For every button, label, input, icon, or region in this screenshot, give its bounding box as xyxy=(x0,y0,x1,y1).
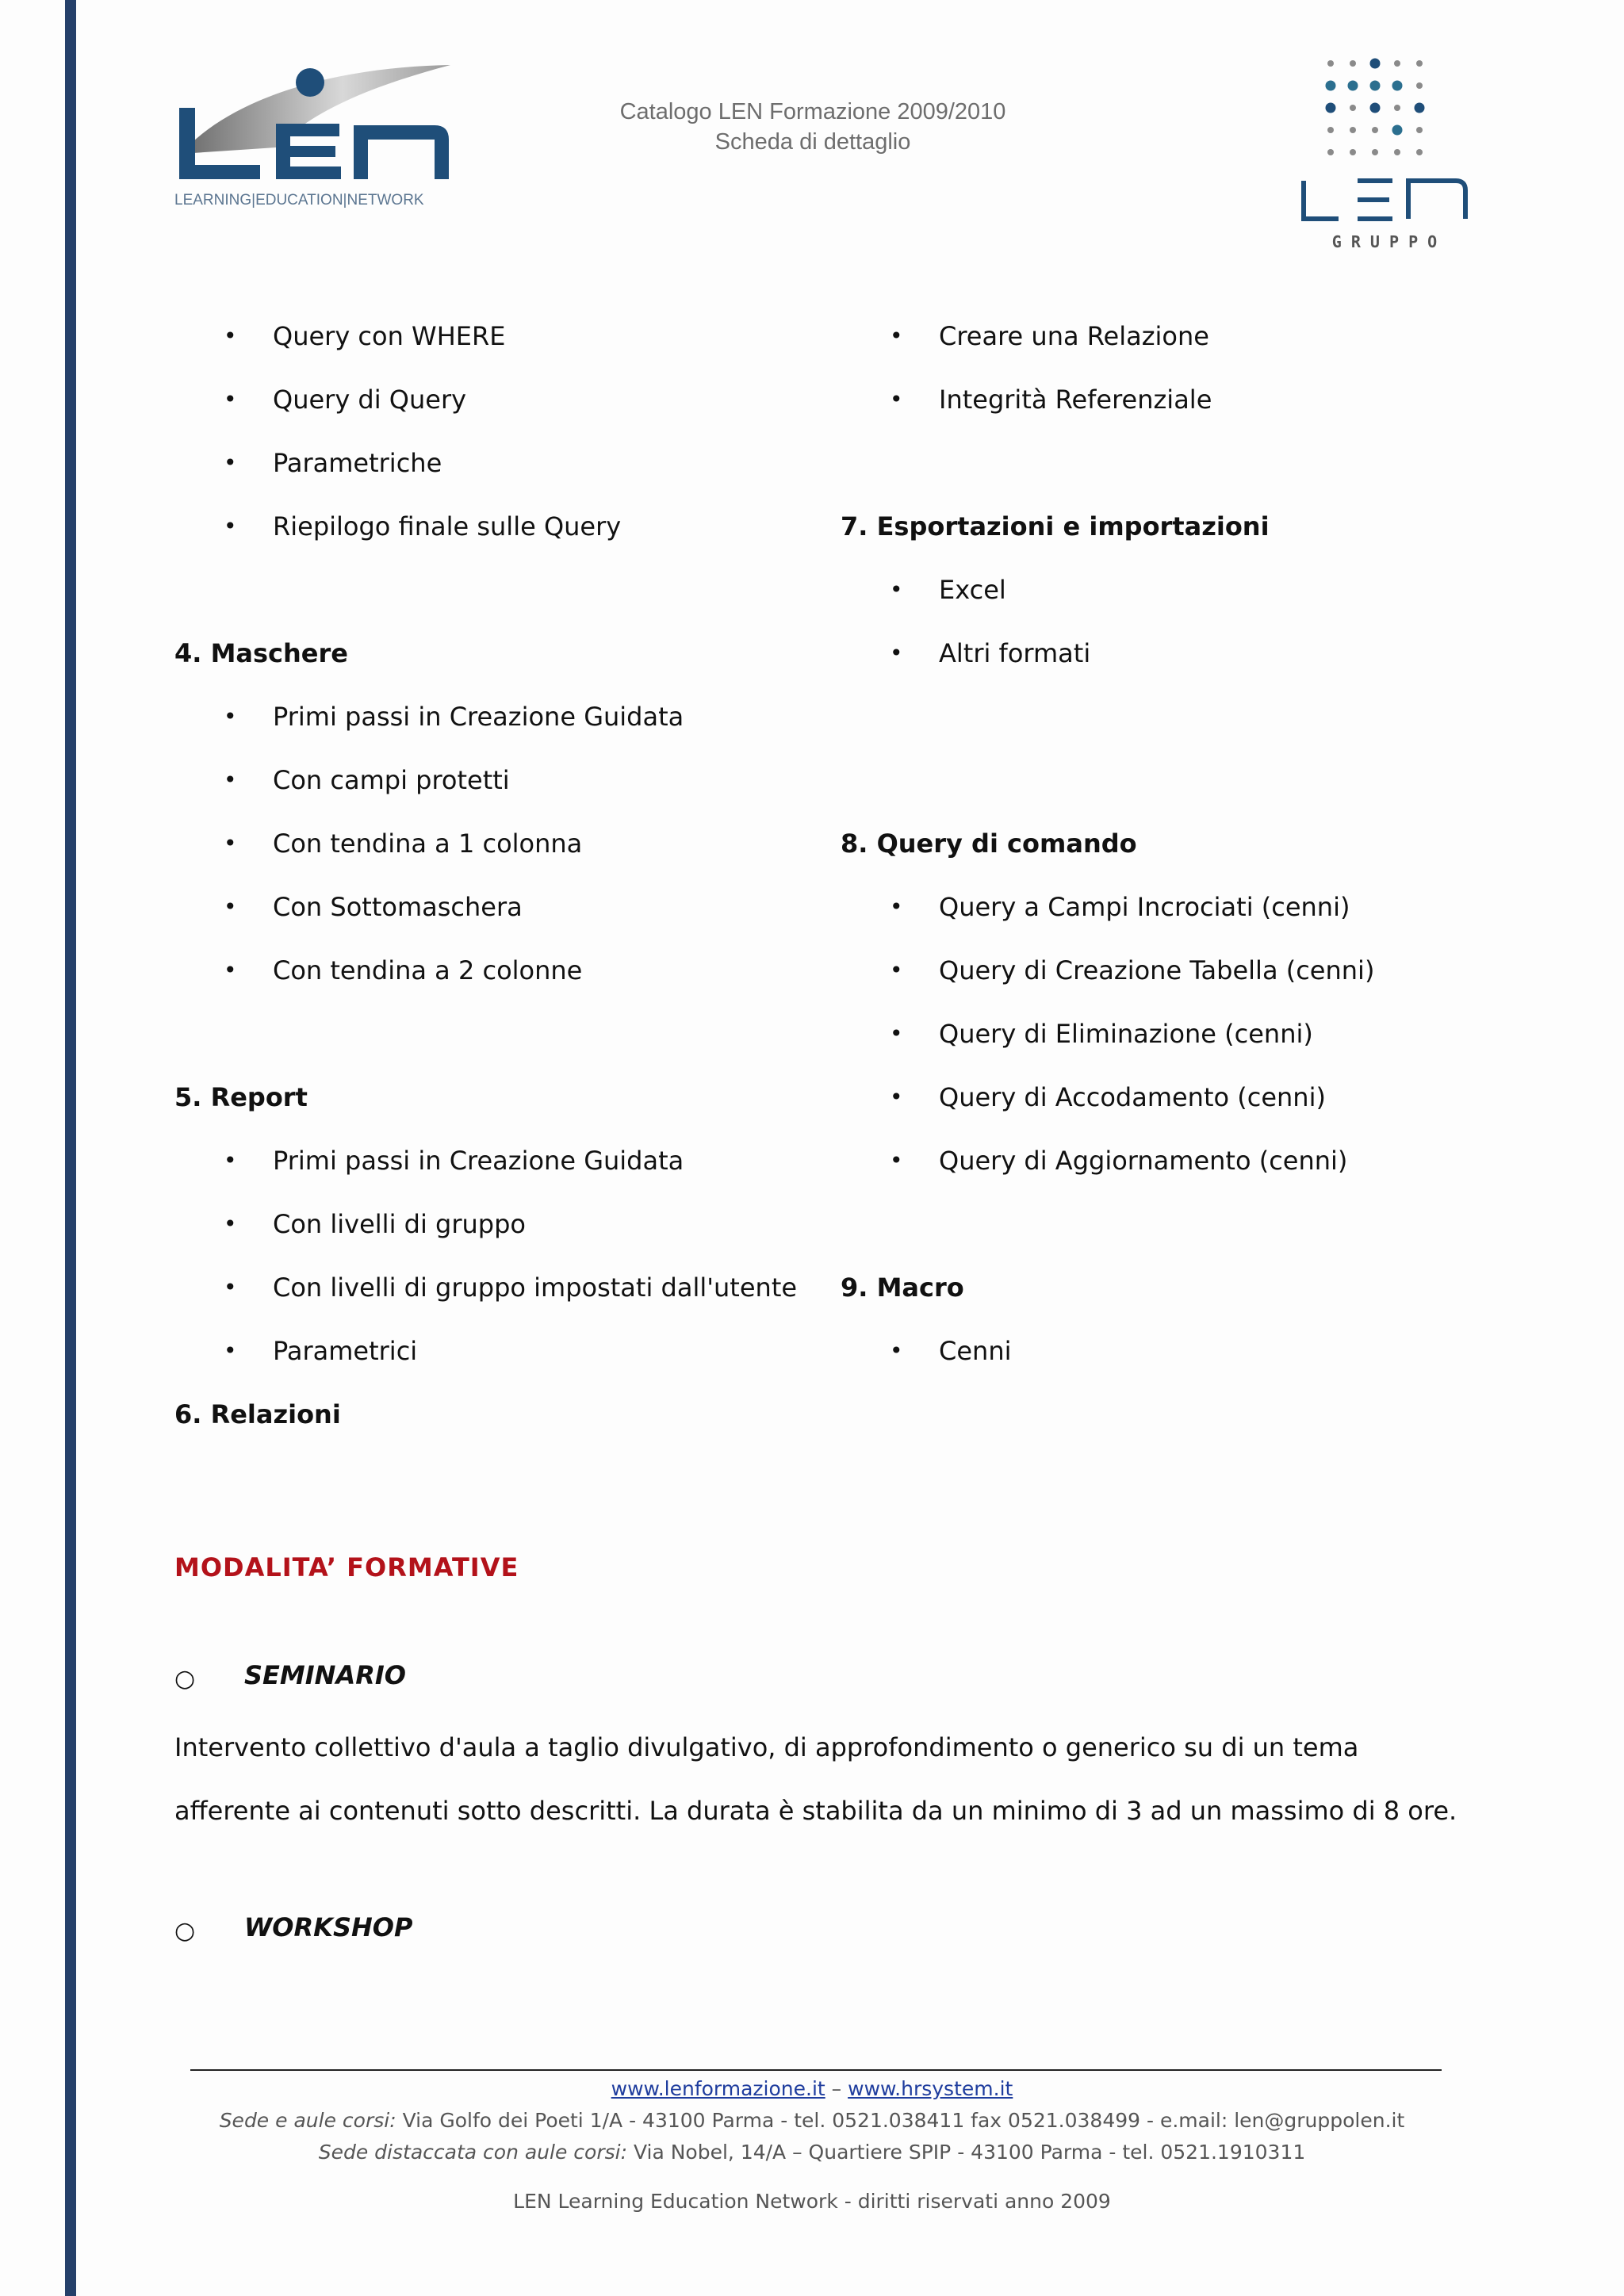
logo-dot xyxy=(1350,105,1356,111)
bullet-icon: • xyxy=(890,1084,903,1110)
list-item-text: Parametrici xyxy=(273,1336,418,1366)
section-heading: 7. Esportazioni e importazioni xyxy=(841,511,1270,541)
logo-dot xyxy=(1326,103,1336,113)
list-item-text: Primi passi in Creazione Guidata xyxy=(273,702,684,732)
bullet-icon: • xyxy=(224,894,237,920)
logo-dot xyxy=(1394,60,1400,67)
bullet-icon: • xyxy=(890,957,903,983)
section-title: MODALITA’ FORMATIVE xyxy=(174,1552,519,1582)
list-item xyxy=(841,622,1443,685)
footer-address-main-text: Via Golfo dei Poeti 1/A - 43100 Parma - tel. 0521.038411 fax 0521.038499 - e.mail: len@gruppolen.it xyxy=(396,2109,1405,2132)
list-item xyxy=(174,1256,809,1319)
footer-address-main-label: Sede e aule corsi: xyxy=(219,2109,396,2132)
logo-dot xyxy=(1415,103,1425,113)
workshop-label: WORKSHOP xyxy=(244,1912,413,1942)
footer-divider xyxy=(190,2069,1442,2071)
logo-dot xyxy=(1372,149,1378,155)
footer-copyright: LEN Learning Education Network - diritti riservati anno 2009 xyxy=(513,2190,1111,2213)
page-left-border xyxy=(65,0,76,2296)
list-item xyxy=(174,875,809,939)
list-item xyxy=(174,812,809,875)
bullet-icon: • xyxy=(890,1147,903,1173)
bullet-icon: • xyxy=(890,323,903,349)
len-logo-graphic xyxy=(173,60,458,211)
spacer xyxy=(841,685,1443,748)
list-item-text: Con tendina a 2 colonne xyxy=(273,955,583,985)
footer-address-secondary xyxy=(0,2141,1624,2164)
list-item xyxy=(174,1192,809,1256)
list-item xyxy=(841,1319,1443,1383)
logo-dot xyxy=(1416,149,1423,155)
list-item xyxy=(841,1002,1443,1066)
list-item-text: Integrità Referenziale xyxy=(939,385,1212,415)
list-item xyxy=(841,558,1443,622)
logo-dot xyxy=(1370,81,1381,91)
logo-dot xyxy=(1327,127,1334,133)
list-item xyxy=(841,1129,1443,1192)
footer-address-secondary-text: Via Nobel, 14/A – Quartiere SPIP - 43100 Parma - tel. 0521.1910311 xyxy=(627,2141,1306,2164)
section-heading: 9. Macro xyxy=(841,1272,964,1303)
circle-bullet-icon: ○ xyxy=(174,1665,196,1693)
len-logo-tagline: LEARNING|EDUCATION|NETWORK xyxy=(174,192,424,209)
bullet-icon: • xyxy=(890,640,903,666)
bullet-icon: • xyxy=(890,386,903,412)
section-heading: 4. Maschere xyxy=(174,638,348,668)
spacer xyxy=(841,431,1443,495)
list-item xyxy=(841,939,1443,1002)
list-item xyxy=(174,368,809,431)
list-item xyxy=(174,939,809,1002)
logo-dot xyxy=(1370,59,1381,69)
bullet-icon: • xyxy=(890,1020,903,1047)
logo-dot xyxy=(1392,125,1403,136)
list-item-text: Query di Query xyxy=(273,385,467,415)
section-heading: 6. Relazioni xyxy=(174,1399,341,1429)
section-heading: 5. Report xyxy=(174,1082,308,1112)
list-item-text: Altri formati xyxy=(939,638,1091,668)
bullet-icon: • xyxy=(224,1274,237,1300)
logo-dot xyxy=(1394,149,1400,155)
bullet-icon: • xyxy=(224,450,237,476)
bullet-icon: • xyxy=(890,1337,903,1364)
list-item-text: Con livelli di gruppo xyxy=(273,1209,526,1239)
list-item-text: Creare una Relazione xyxy=(939,321,1209,351)
footer-links xyxy=(0,2077,1624,2100)
bullet-icon: • xyxy=(224,323,237,349)
logo-dot xyxy=(1327,60,1334,67)
logo-dot xyxy=(1416,82,1423,89)
list-item-text: Con livelli di gruppo impostati dall'utente xyxy=(273,1272,798,1303)
list-item xyxy=(174,748,809,812)
list-item-text: Query di Aggiornamento (cenni) xyxy=(939,1146,1348,1176)
bullet-icon: • xyxy=(224,830,237,856)
bullet-icon: • xyxy=(224,767,237,793)
list-item-text: Con campi protetti xyxy=(273,765,510,795)
logo-dot xyxy=(1350,149,1356,155)
seminario-label: SEMINARIO xyxy=(244,1660,406,1690)
bullet-icon: • xyxy=(224,1211,237,1237)
bullet-icon: • xyxy=(890,894,903,920)
seminario-description: Intervento collettivo d'aula a taglio divulgativo, di approfondimento o generico su di un tema afferente ai contenuti sotto descritti. La durata è stabilita da un minimo di 3 ad un massimo di 8 ore. xyxy=(174,1732,1457,1826)
list-item xyxy=(841,304,1443,368)
len-logo xyxy=(173,60,458,211)
spacer xyxy=(841,748,1443,812)
circle-bullet-icon: ○ xyxy=(174,1917,196,1945)
list-item-text: Query a Campi Incrociati (cenni) xyxy=(939,892,1350,922)
section-heading: 8. Query di comando xyxy=(841,828,1137,859)
list-item xyxy=(174,304,809,368)
lenformazione-link[interactable]: www.lenformazione.it xyxy=(611,2077,825,2100)
spacer xyxy=(174,558,809,622)
list-item-text: Query di Eliminazione (cenni) xyxy=(939,1019,1313,1049)
list-item-text: Primi passi in Creazione Guidata xyxy=(273,1146,684,1176)
footer-address-secondary-label: Sede distaccata con aule corsi: xyxy=(318,2141,628,2164)
list-item-text: Cenni xyxy=(939,1336,1012,1366)
logo-dot xyxy=(1350,60,1356,67)
list-item-text: Query con WHERE xyxy=(273,321,506,351)
logo-dot xyxy=(1370,103,1381,113)
list-item xyxy=(841,875,1443,939)
len-gruppo-graphic xyxy=(1297,52,1472,258)
list-item-text: Con Sottomaschera xyxy=(273,892,523,922)
logo-dot xyxy=(1350,127,1356,133)
logo-dot xyxy=(1416,60,1423,67)
list-item-text: Riepilogo finale sulle Query xyxy=(273,511,622,541)
logo-dot xyxy=(1348,81,1358,91)
bullet-icon: • xyxy=(224,957,237,983)
spacer xyxy=(174,1002,809,1066)
len-gruppo-logo xyxy=(1297,52,1472,258)
logo-dot xyxy=(1392,81,1403,91)
bullet-icon: • xyxy=(224,513,237,539)
list-item xyxy=(174,1129,809,1192)
right-column xyxy=(841,304,1443,1383)
list-item-text: Query di Creazione Tabella (cenni) xyxy=(939,955,1375,985)
left-column xyxy=(174,304,809,1446)
catalog-subtitle: Scheda di dettaglio xyxy=(714,129,911,155)
list-item xyxy=(174,495,809,558)
logo-dot xyxy=(1326,81,1336,91)
footer-separator: – xyxy=(831,2077,842,2100)
hrsystem-link[interactable]: www.hrsystem.it xyxy=(848,2077,1013,2100)
spacer xyxy=(841,1192,1443,1256)
list-item-text: Excel xyxy=(939,575,1006,605)
list-item xyxy=(841,368,1443,431)
list-item-text: Parametriche xyxy=(273,448,442,478)
logo-dot xyxy=(1327,149,1334,155)
logo-dot xyxy=(1394,105,1400,111)
bullet-icon: • xyxy=(224,1147,237,1173)
bullet-icon: • xyxy=(890,576,903,603)
list-item xyxy=(174,431,809,495)
len-gruppo-sub: G R U P P O xyxy=(1331,232,1438,251)
bullet-icon: • xyxy=(224,1337,237,1364)
list-item xyxy=(841,1066,1443,1129)
catalog-title: Catalogo LEN Formazione 2009/2010 xyxy=(619,99,1006,124)
bullet-icon: • xyxy=(224,386,237,412)
list-item-text: Query di Accodamento (cenni) xyxy=(939,1082,1326,1112)
bullet-icon: • xyxy=(224,703,237,729)
list-item xyxy=(174,1319,809,1383)
logo-dot xyxy=(1372,127,1378,133)
footer-address-main xyxy=(0,2109,1624,2132)
list-item xyxy=(174,685,809,748)
logo-dot xyxy=(1416,127,1423,133)
list-item-text: Con tendina a 1 colonna xyxy=(273,828,583,859)
document-header xyxy=(555,97,1071,157)
